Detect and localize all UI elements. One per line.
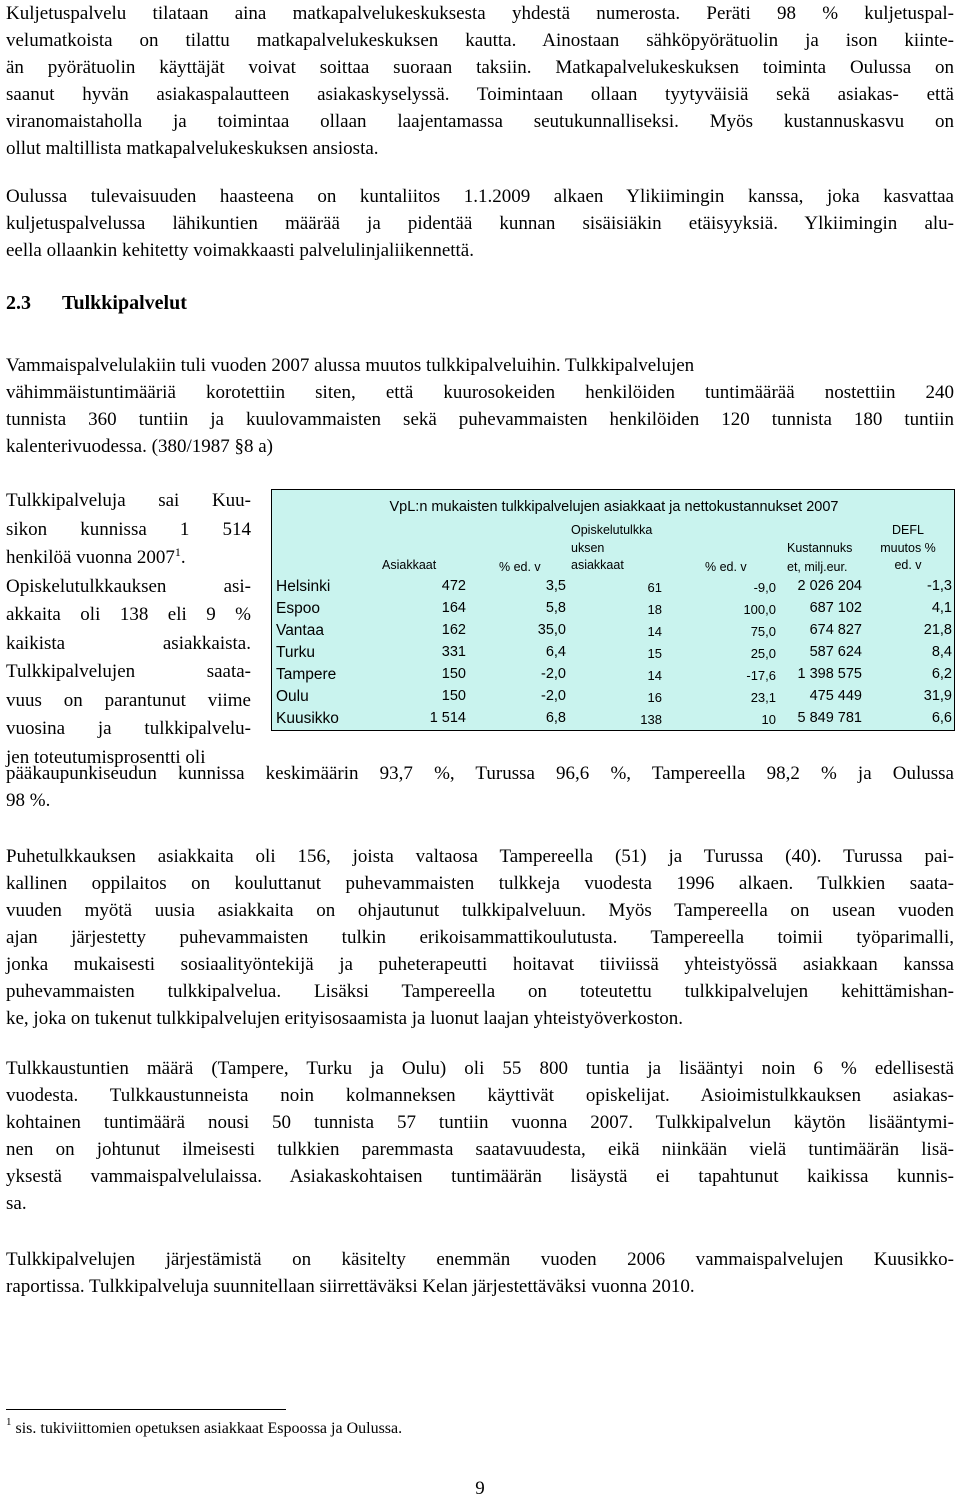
cell-opiskelu-ed-v: 100,0: [743, 602, 776, 617]
cell-kustannukset: 475 449: [809, 688, 862, 704]
header-opiskelu-2: uksen: [571, 541, 605, 555]
cell-opiskelu-ed-v: 75,0: [750, 624, 776, 639]
text-line: vuuden myötä uusia asiakkaita on ohjautunut tulkkipalveluun. Myös Tampereella on usean vuoden: [6, 900, 954, 921]
paragraph-4-continued: [6, 760, 954, 814]
cell-asiakkaat: 331: [441, 644, 466, 660]
cell-opiskelu: 18: [647, 602, 662, 617]
text-line: sikon kunnissa 1 514: [6, 518, 251, 540]
text-line: kohtainen tuntimäärä nousi 50 tunnista 57 tuntiin vuonna 2007. Tulkkipalvelun käytön lisääntymi-: [6, 1112, 954, 1133]
cell-city: Oulu: [276, 688, 309, 705]
text-line: viranomaistaholla ja toimintaa ollaan laajentamassa seutukunnalliseksi. Myös kustannuskasvu on: [6, 111, 954, 132]
text-line: än pyörätuolin käyttäjät voivat soittaa suoraan taksiin. Matkapalvelukeskuksen toiminta Oulussa on: [6, 57, 954, 78]
header-kustannukset-2: et, milj.eur.: [787, 560, 848, 574]
cell-ed-v: -2,0: [541, 688, 566, 704]
text-line: ajan järjestetty puhevammaisten tulkin erikoisammattikoulutusta. Tampereella toimii työparimalli,: [6, 927, 954, 948]
cell-ed-v: 5,8: [545, 600, 566, 616]
text-line: eella ollaankin kehitetty voimakkaasti palvelulinjaliikennettä.: [6, 240, 474, 261]
text-line: vähimmäistuntimääriä korotettiin siten, että kuurosokeiden henkilöiden tuntimäärää nostettiin 240: [6, 382, 954, 403]
text-line: jen toteutumisprosentti oli: [6, 746, 206, 768]
footnote-reference: 1: [174, 545, 181, 559]
cell-defl: 6,2: [931, 666, 952, 682]
paragraph-5: [6, 843, 954, 1032]
cell-opiskelu-ed-v: 25,0: [750, 646, 776, 661]
text-line: henkilöä vuonna 2007$^1$.: [6, 545, 186, 568]
cell-kustannukset: 687 102: [809, 600, 862, 616]
text-line: Opiskelutulkkauksen asi-: [6, 575, 251, 597]
text-line: kaikista asiakkaista.: [6, 632, 251, 654]
header-asiakkaat: Asiakkaat: [382, 558, 437, 572]
text-line: jonka mukaisesti sosiaalityöntekijä ja puheterapeutti hoitavat tiiviissä yhteistyössä asiakkaan kanssa: [6, 954, 954, 975]
text-line: kuljetuspalvelussa lähikuntien määrää ja pidentää kunnan sisäisiäkin etäisyyksiä. Ylkiimingin alu-: [6, 213, 954, 234]
table-side-text: [6, 487, 251, 772]
footnote-mark: 1: [6, 1416, 12, 1428]
text-line: vuus on parantunut viime: [6, 689, 251, 711]
table-row: [272, 620, 956, 642]
cell-ed-v: 35,0: [537, 622, 566, 638]
text-line: Tulkkipalveluja sai Kuu-: [6, 490, 251, 511]
paragraph-7: [6, 1246, 954, 1300]
text-line: saanut hyvän asiakaspalautteen asiakaskyselyssä. Toimintaan ollaan tyytyväisiä sekä asiakas- että: [6, 84, 954, 105]
text-line: Oulussa tulevaisuuden haasteena on kuntaliitos 1.1.2009 alkaen Ylikiimingin kanssa, joka kasvattaa: [6, 186, 954, 207]
cell-opiskelu: 138: [640, 712, 662, 727]
text-line: yksestä vammaispalvelulaissa. Asiakaskohtaisen tuntimäärän lisäystä ei tapahtunut kaikissa kunnis-: [6, 1166, 954, 1187]
table-row: [272, 642, 956, 664]
text-line: vuosina ja tulkkipalvelu-: [6, 718, 251, 739]
text-line: Puhetulkkauksen asiakkaita oli 156, joista valtaosa Tampereella (51) ja Turussa (40). Turussa pai-: [6, 846, 954, 867]
table-row: [272, 598, 956, 620]
header-ed-v-2: % ed. v: [705, 560, 747, 574]
cell-asiakkaat: 150: [441, 666, 466, 682]
text-line: raportissa. Tulkkipalveluja suunnitellaan siirrettäväksi Kelan järjestettäväksi vuonna 2010.: [6, 1276, 695, 1297]
text-line: tunnista 360 tuntiin ja kuulovammaisten sekä puhevammaisten henkilöiden 120 tunnista 180 tuntiin: [6, 409, 954, 430]
header-opiskelu-1: Opiskelutulkka: [571, 523, 653, 537]
section-title: Tulkkipalvelut: [62, 292, 187, 314]
cell-opiskelu-ed-v: -17,6: [746, 668, 776, 683]
header-defl-2: muutos %: [880, 541, 936, 555]
table-row: [272, 576, 956, 598]
cell-defl: 31,9: [923, 688, 952, 704]
table-caption: VpL:n mukaisten tulkkipalvelujen asiakkaat ja nettokustannukset 2007: [389, 499, 839, 515]
cell-asiakkaat: 164: [441, 600, 466, 616]
cell-opiskelu-ed-v: 23,1: [750, 690, 776, 705]
text-line: ollut maltillista matkapalvelukeskuksen ansiosta.: [6, 138, 379, 159]
text-line: Vammaispalvelulakiin tuli vuoden 2007 alussa muutos tulkkipalveluihin. Tulkkipalvelujen: [6, 355, 695, 376]
cell-opiskelu: 14: [647, 668, 662, 683]
cell-defl: 21,8: [923, 622, 952, 638]
header-ed-v-1: % ed. v: [499, 560, 541, 574]
cell-opiskelu: 16: [647, 690, 662, 705]
cell-asiakkaat: 162: [441, 622, 466, 638]
cell-city: Espoo: [276, 600, 320, 617]
text-line: puhevammaisten tulkkipalvelua. Lisäksi Tampereella on toteutettu tulkkipalvelujen kehittämishan-: [6, 981, 954, 1002]
text-line: ke, joka on tukenut tulkkipalvelujen erityisosaamista ja luonut laajan yhteistyöverkoston.: [6, 1008, 683, 1029]
cell-opiskelu: 15: [647, 646, 662, 661]
cell-opiskelu: 14: [647, 624, 662, 639]
cell-ed-v: 6,8: [545, 710, 566, 726]
text-line-body: henkilöä vuonna 2007: [6, 547, 175, 568]
text-line: kallinen oppilaitos on kouluttanut puhevammaisten tulkkeja vuodesta 1996 alkaen. Tulkkien saata-: [6, 873, 954, 894]
table-row: [272, 664, 956, 686]
text-line: nen on johtunut ilmeisesti tulkkien paremmasta saatavuudesta, eikä niinkään vielä tuntimäärän lisä-: [6, 1139, 954, 1160]
table-row: [272, 708, 956, 730]
paragraph-3: [6, 352, 954, 460]
cell-city: Vantaa: [276, 622, 324, 639]
cell-city: Kuusikko: [276, 710, 339, 727]
text-line: Tulkkipalvelujen järjestämistä on käsitelty enemmän vuoden 2006 vammaispalvelujen Kuusikko-: [6, 1249, 954, 1270]
cell-asiakkaat: 1 514: [429, 710, 466, 726]
cell-opiskelu-ed-v: -9,0: [753, 580, 776, 595]
cell-defl: 4,1: [931, 600, 952, 616]
text-line: kalenterivuodessa. (380/1987 §8 a): [6, 436, 273, 457]
cell-ed-v: -2,0: [541, 666, 566, 682]
cell-opiskelu: 61: [647, 580, 662, 595]
paragraph-2: [6, 183, 954, 264]
cell-defl: -1,3: [927, 578, 952, 594]
cell-defl: 8,4: [931, 644, 952, 660]
text-line: vuodesta. Tulkkaustunneista noin kolmanneksen käyttivät opiskelijat. Asioimistulkkauksen asiakas-: [6, 1085, 954, 1106]
cell-kustannukset: 5 849 781: [797, 710, 862, 726]
header-defl-3: ed. v: [894, 558, 922, 572]
header-opiskelu-3: asiakkaat: [571, 558, 624, 572]
text-line: velumatkoista on tilattu matkapalvelukeskuksen kautta. Ainostaan sähköpyörätuolin ja ison kiinte-: [6, 30, 954, 51]
table-row: [272, 686, 956, 708]
cell-defl: 6,6: [931, 710, 952, 726]
header-kustannukset-1: Kustannuks: [787, 541, 853, 555]
text-line: pääkaupunkiseudun kunnissa keskimäärin 93,7 %, Turussa 96,6 %, Tampereella 98,2 % ja Oulussa: [6, 763, 954, 784]
paragraph-6: [6, 1055, 954, 1217]
text-line: 98 %.: [6, 790, 51, 811]
cell-city: Helsinki: [276, 578, 331, 595]
page-number: 9: [475, 1478, 485, 1499]
statistics-table: [271, 489, 955, 731]
footnote: [6, 1416, 403, 1438]
cell-ed-v: 3,5: [545, 578, 566, 594]
text-line: Tulkkaustuntien määrä (Tampere, Turku ja Oulu) oli 55 800 tuntia ja lisääntyi noin 6 % edellisestä: [6, 1058, 954, 1079]
section-number: 2.3: [6, 292, 31, 314]
cell-kustannukset: 674 827: [809, 622, 862, 638]
cell-city: Tampere: [276, 666, 337, 683]
cell-ed-v: 6,4: [545, 644, 566, 660]
header-defl-1: DEFL: [892, 523, 924, 537]
cell-opiskelu-ed-v: 10: [761, 712, 776, 727]
text-line: Tulkkipalvelujen saata-: [6, 661, 251, 682]
cell-kustannukset: 2 026 204: [797, 578, 862, 594]
cell-kustannukset: 587 624: [809, 644, 862, 660]
cell-city: Turku: [276, 644, 316, 661]
cell-kustannukset: 1 398 575: [797, 666, 862, 682]
text-line: akkaita oli 138 eli 9 %: [6, 604, 251, 625]
paragraph-1: [6, 0, 954, 162]
cell-asiakkaat: 472: [441, 578, 466, 594]
footnote-divider: [6, 1409, 286, 1410]
text-line: Kuljetuspalvelu tilataan aina matkapalvelukeskuksesta yhdestä numerosta. Peräti 98 % kuljetuspal-: [6, 3, 954, 24]
section-heading: [6, 290, 187, 317]
text-line: sa.: [6, 1193, 27, 1214]
footnote-text: sis. tukiviittomien opetuksen asiakkaat Espoossa ja Oulussa.: [15, 1420, 403, 1437]
cell-asiakkaat: 150: [441, 688, 466, 704]
